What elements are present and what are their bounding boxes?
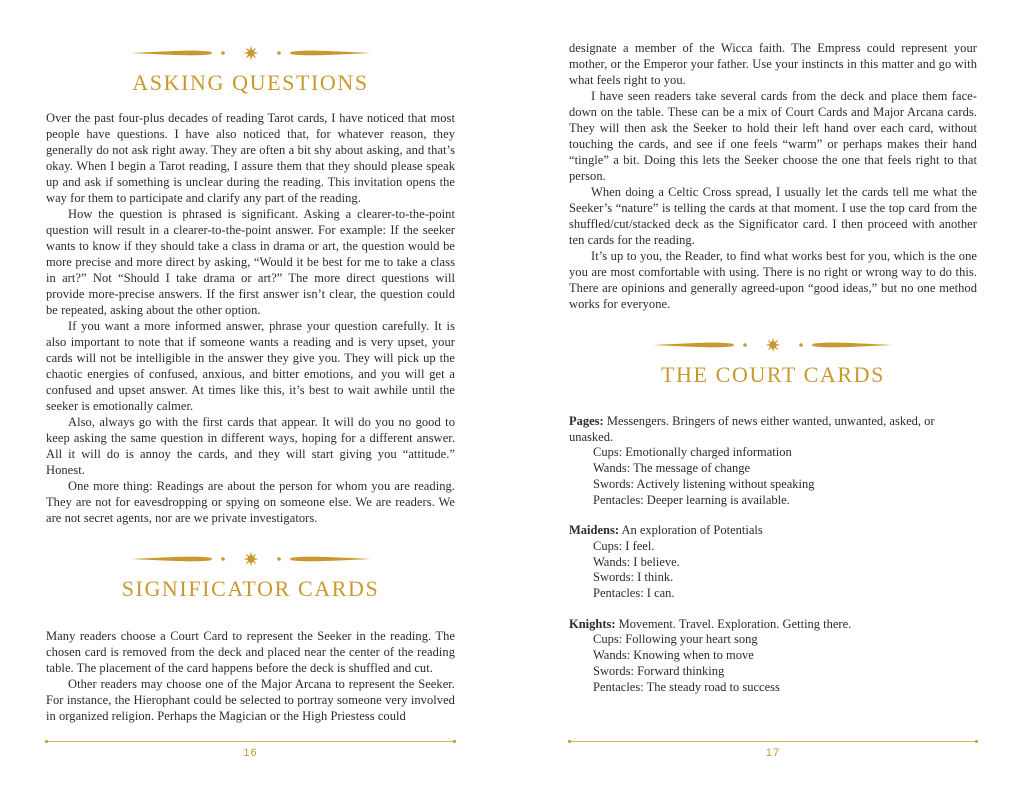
right-page-footer — [569, 741, 977, 759]
list-item: Cups: Following your heart song — [593, 632, 758, 647]
paragraph: Many readers choose a Court Card to represent the Seeker in the reading. The chosen card is removed from the deck and placed near the center of the reading table. The placement of the card happens before the deck is shuffled and cut. — [46, 629, 455, 675]
list-item: Swords: I think. — [593, 570, 674, 585]
paragraph: Other readers may choose one of the Major Arcana to represent the Seeker. For instance, the Hierophant could be selected to portray someone very involved in organized religion. Perhaps the Magician or the High Priestess could — [46, 677, 455, 723]
group-desc: Messengers. Bringers of news either wanted, unwanted, asked, or unasked. — [569, 414, 935, 444]
list-item: Swords: Forward thinking — [593, 663, 725, 678]
section-divider-ornament — [46, 550, 455, 568]
list-item: Wands: Knowing when to move — [593, 648, 754, 663]
list-item: Pentacles: The steady road to success — [593, 679, 780, 694]
court-cards-section — [569, 336, 977, 695]
footer-rule — [569, 741, 977, 742]
heading-significator-cards: SIGNIFICATOR CARDS — [121, 576, 380, 601]
page-number: 17 — [765, 747, 781, 759]
paragraph: When doing a Celtic Cross spread, I usually let the cards tell me what the Seeker’s “nature” is telling the cards at that moment. I use the top card from the shuffled/cut/stacked deck as the Significator card. I then proceed with another ten cards for the reading. — [569, 185, 977, 247]
significator-cards-section — [46, 550, 455, 724]
court-group-pages — [569, 414, 977, 508]
list-item: Pentacles: I can. — [593, 586, 675, 601]
group-label: Maidens: — [569, 523, 619, 538]
right-page — [512, 0, 1024, 785]
star-divider-icon — [653, 337, 893, 353]
heading-the-court-cards: THE COURT CARDS — [661, 362, 885, 387]
paragraph: designate a member of the Wicca faith. The Empress could represent your mother, or the Emperor your father. Use your instincts in this matter and go with what feels right to you. — [569, 41, 977, 87]
group-label: Knights: — [569, 616, 616, 631]
star-divider-icon — [131, 45, 371, 61]
group-label: Pages: — [569, 414, 604, 428]
list-item: Wands: The message of change — [593, 461, 751, 476]
paragraph: If you want a more informed answer, phrase your question carefully. It is also important to note that if someone wants a reading and is very upset, your cards will not be intelligible in the answer they give you. They will pick up the chaotic energies of confused, anxious, and bitter emotions, and you will get a confused and upset answer. At times like this, it’s best to wait awhile until the seeker is emotionally calmer. — [46, 319, 455, 413]
court-group-maidens — [569, 523, 977, 602]
group-head — [569, 523, 977, 539]
page-number: 16 — [243, 747, 258, 759]
group-head — [569, 414, 977, 445]
star-divider-icon — [131, 551, 371, 567]
paragraph: I have seen readers take several cards from the deck and place them face-down on the table. These can be a mix of Court Cards and Major Arcana cards. They will then ask the Seeker to hold their left hand over each card, without touching the cards, and see if one feels “warm” or perhaps makes their hand “tingle” a bit. Doing this lets the Seeker choose the one that feels right to that person. — [569, 89, 977, 183]
list-item: Swords: Actively listening without speaking — [593, 476, 815, 491]
list-item: Cups: Emotionally charged information — [593, 445, 792, 460]
group-desc: An exploration of Potentials — [621, 523, 763, 538]
paragraph: One more thing: Readings are about the person for whom you are reading. They are not for eavesdropping or spying on someone else. We are readers. We are not secret agents, nor are we private investigators. — [46, 479, 455, 525]
court-group-knights — [569, 617, 977, 696]
list-item: Pentacles: Deeper learning is available. — [593, 492, 790, 507]
paragraph: Over the past four-plus decades of reading Tarot cards, I have noticed that most people have questions. I have also noticed that, for whatever reason, they generally do not ask right away. They are often a bit shy about asking, and that’s okay. When I begin a Tarot reading, I assure them that they should please speak up and ask if something is unclear during the reading. This invitation opens the way for them to participate and clarify any part of the reading. — [46, 111, 455, 205]
list-item: Wands: I believe. — [593, 554, 680, 569]
footer-rule — [46, 741, 455, 742]
section-divider-ornament — [46, 44, 455, 62]
paragraph: Also, always go with the first cards that appear. It will do you no good to keep asking the same question in different ways, hoping for a different answer. All it will do is annoy the cards, and they will start giving you “attitude.” Honest. — [46, 415, 455, 477]
heading-asking-questions: ASKING QUESTIONS — [132, 70, 369, 95]
group-head — [569, 617, 977, 633]
left-page-footer — [46, 741, 455, 759]
group-desc: Movement. Travel. Exploration. Getting there. — [618, 616, 852, 631]
paragraph: It’s up to you, the Reader, to find what works best for you, which is the one you are most comfortable with using. There is no right or wrong way to do this. There are opinions and generally agreed-upon “good ideas,” but no one method works for everyone. — [569, 249, 977, 311]
section-divider-ornament — [569, 336, 977, 354]
paragraph: How the question is phrased is significant. Asking a clearer-to-the-point question will result in a clearer-to-the-point answer. For example: If the seeker wants to know if they should take a class in drama or art, the question would be more precise and more direct by asking, “Would it be best for me to take a class in art?” Not “Should I take drama or art?” The more direct questions will provide more-precise answers. If the first answer isn’t clear, the question could be repeated, asking about the other option. — [46, 207, 455, 317]
list-item: Cups: I feel. — [593, 538, 655, 553]
